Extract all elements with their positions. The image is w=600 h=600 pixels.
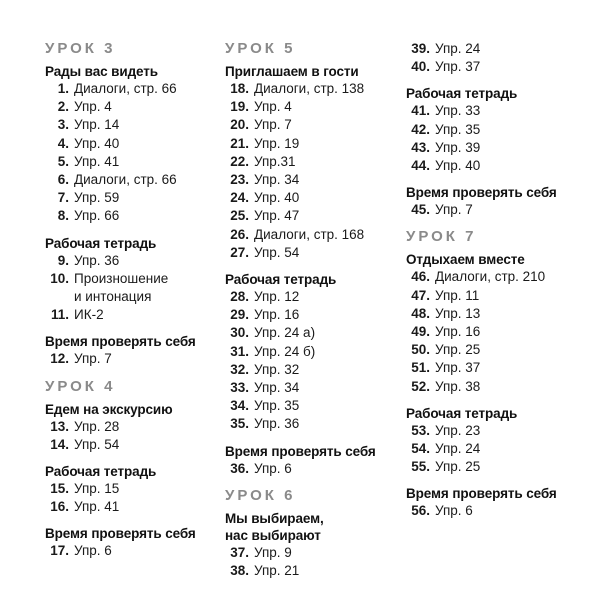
track-number: 18. bbox=[230, 81, 249, 96]
track-number: 35. bbox=[230, 416, 249, 432]
track-number: 46. bbox=[411, 269, 430, 285]
track-block bbox=[45, 333, 196, 368]
track-label: Упр. 36 bbox=[74, 252, 120, 268]
track-number: 13. bbox=[50, 418, 69, 434]
track-item bbox=[406, 58, 557, 76]
track-number: 16. bbox=[50, 499, 69, 515]
track-block bbox=[406, 228, 557, 395]
track-label: Упр. 25 bbox=[435, 342, 481, 358]
track-number: 42. bbox=[411, 121, 430, 137]
track-item bbox=[406, 305, 557, 323]
track-item bbox=[225, 189, 376, 207]
track-item bbox=[45, 350, 196, 368]
track-number: 29. bbox=[230, 307, 249, 323]
track-item bbox=[406, 201, 557, 219]
track-label: Упр. 11 bbox=[435, 287, 480, 303]
lesson-heading: УРОК 7 bbox=[406, 228, 477, 246]
track-number: 17. bbox=[50, 543, 69, 559]
track-item bbox=[225, 361, 376, 379]
track-label: Упр. 6 bbox=[74, 543, 112, 559]
track-number: 41. bbox=[411, 103, 430, 119]
track-block bbox=[406, 40, 557, 76]
track-item bbox=[406, 287, 557, 305]
track-item bbox=[225, 244, 376, 262]
track-label: Упр. 34 bbox=[254, 172, 300, 188]
track-label: Упр. 34 bbox=[254, 380, 300, 396]
track-number: 33. bbox=[230, 380, 249, 396]
track-item bbox=[45, 98, 196, 116]
track-label: Упр. 38 bbox=[435, 378, 481, 394]
block-gap bbox=[406, 175, 557, 184]
block-gap bbox=[406, 396, 557, 405]
lesson-heading: УРОК 5 bbox=[225, 40, 296, 57]
track-item bbox=[406, 359, 557, 377]
track-label: Упр. 4 bbox=[74, 99, 112, 115]
track-item bbox=[406, 422, 557, 440]
track-number: 31. bbox=[230, 343, 249, 359]
track-item bbox=[225, 135, 376, 153]
track-number: 37. bbox=[230, 544, 249, 560]
section-title: Время проверять себя bbox=[45, 334, 196, 350]
track-block bbox=[45, 40, 196, 226]
track-item bbox=[225, 306, 376, 324]
track-label: Упр. 7 bbox=[435, 202, 473, 218]
track-item bbox=[406, 378, 557, 396]
track-label: Упр. 47 bbox=[254, 208, 300, 224]
track-number: 20. bbox=[230, 117, 249, 133]
track-block bbox=[45, 463, 196, 516]
track-block bbox=[225, 271, 376, 434]
track-label: Упр. 6 bbox=[435, 503, 473, 519]
track-label: Упр. 25 bbox=[435, 459, 481, 475]
track-block bbox=[406, 85, 557, 175]
track-number: 45. bbox=[411, 202, 430, 218]
block-gap bbox=[406, 219, 557, 228]
track-label: Упр. 66 bbox=[74, 208, 120, 224]
block-gap bbox=[225, 478, 376, 487]
section-title: Время проверять себя bbox=[406, 486, 557, 502]
track-label: Упр. 7 bbox=[74, 351, 112, 367]
section-title: Едем на экскурсию bbox=[45, 401, 173, 417]
track-number: 32. bbox=[230, 361, 249, 377]
track-number: 5. bbox=[57, 153, 69, 169]
track-block bbox=[225, 487, 376, 580]
track-item bbox=[45, 80, 196, 98]
track-block bbox=[406, 405, 557, 477]
track-number: 4. bbox=[57, 135, 69, 151]
lesson-heading: УРОК 4 bbox=[45, 377, 116, 395]
column-2 bbox=[225, 40, 376, 580]
lesson-heading: УРОК 3 bbox=[45, 40, 116, 57]
track-item bbox=[225, 80, 376, 98]
track-number: 25. bbox=[230, 208, 249, 224]
track-item bbox=[45, 252, 196, 270]
track-label: Диалоги, стр. 66 bbox=[74, 81, 177, 96]
track-label: Диалоги, стр. 210 bbox=[435, 269, 546, 285]
track-label: Диалоги, стр. 168 bbox=[254, 226, 365, 242]
track-label: Диалоги, стр. 66 bbox=[74, 172, 177, 188]
track-number: 43. bbox=[411, 139, 430, 155]
track-item bbox=[45, 270, 196, 306]
track-label: Упр. 40 bbox=[435, 158, 481, 174]
track-item bbox=[406, 502, 557, 520]
track-label: Упр. 15 bbox=[74, 481, 120, 497]
track-label: Упр. 54 bbox=[254, 244, 300, 260]
track-item bbox=[225, 226, 376, 244]
track-number: 28. bbox=[230, 289, 249, 305]
track-item bbox=[225, 415, 376, 433]
section-title: Рабочая тетрадь bbox=[45, 464, 157, 480]
track-number: 12. bbox=[50, 351, 69, 367]
track-item bbox=[225, 562, 376, 580]
track-number: 34. bbox=[230, 398, 249, 414]
track-label: Упр. 21 bbox=[254, 563, 300, 579]
track-item bbox=[45, 135, 196, 153]
track-number: 47. bbox=[411, 287, 430, 303]
track-item bbox=[45, 207, 196, 225]
track-label: Упр. 14 bbox=[74, 117, 120, 133]
section-title: Рады вас видеть bbox=[45, 64, 158, 79]
track-item bbox=[225, 324, 376, 342]
track-number: 52. bbox=[411, 378, 430, 394]
track-number: 54. bbox=[411, 441, 430, 457]
track-label: Упр. 37 bbox=[435, 360, 481, 376]
block-gap bbox=[45, 454, 196, 463]
track-item bbox=[406, 440, 557, 458]
track-number: 56. bbox=[411, 503, 430, 519]
track-number: 6. bbox=[57, 172, 69, 188]
track-number: 10. bbox=[50, 270, 69, 286]
track-number: 27. bbox=[230, 244, 249, 260]
section-title: Время проверять себя bbox=[45, 526, 196, 542]
track-block bbox=[45, 378, 196, 454]
track-number: 3. bbox=[57, 117, 69, 133]
track-item bbox=[45, 498, 196, 516]
block-gap bbox=[45, 226, 196, 235]
track-number: 1. bbox=[57, 81, 69, 96]
track-number: 9. bbox=[57, 252, 69, 268]
track-label: Упр. 32 bbox=[254, 361, 300, 377]
section-title: Рабочая тетрадь bbox=[406, 405, 518, 421]
block-gap bbox=[225, 434, 376, 443]
track-number: 26. bbox=[230, 226, 249, 242]
track-item bbox=[225, 207, 376, 225]
track-item bbox=[406, 102, 557, 120]
track-number: 30. bbox=[230, 325, 249, 341]
track-number: 40. bbox=[411, 59, 430, 75]
track-label: Упр. 24 а) bbox=[254, 325, 316, 341]
track-item bbox=[406, 157, 557, 175]
track-block bbox=[406, 485, 557, 520]
track-item bbox=[45, 306, 196, 324]
section-title: Рабочая тетрадь bbox=[225, 272, 337, 288]
track-block bbox=[406, 184, 557, 219]
track-number: 38. bbox=[230, 563, 249, 579]
track-label: Упр. 41 bbox=[74, 499, 120, 515]
block-gap bbox=[406, 76, 557, 85]
track-number: 7. bbox=[57, 190, 69, 206]
track-item bbox=[225, 397, 376, 415]
track-item bbox=[225, 153, 376, 171]
section-title: Рабочая тетрадь bbox=[45, 235, 157, 251]
track-item bbox=[225, 116, 376, 134]
track-item bbox=[225, 288, 376, 306]
track-block bbox=[225, 443, 376, 478]
track-label: Упр. 24 б) bbox=[254, 343, 316, 359]
track-number: 15. bbox=[50, 481, 69, 497]
track-item bbox=[225, 171, 376, 189]
track-block bbox=[45, 235, 196, 325]
track-number: 53. bbox=[411, 422, 430, 438]
track-label: Упр. 36 bbox=[254, 416, 300, 432]
track-label: Упр. 39 bbox=[435, 139, 481, 155]
track-label: Упр. 28 bbox=[74, 418, 120, 434]
track-label: Упр. 19 bbox=[254, 135, 300, 151]
section-title: Приглашаем в гости bbox=[225, 64, 359, 79]
track-number: 51. bbox=[411, 360, 430, 376]
lesson-heading: УРОК 6 bbox=[225, 486, 296, 504]
track-number: 50. bbox=[411, 342, 430, 358]
block-gap bbox=[45, 516, 196, 525]
track-label: Упр. 7 bbox=[254, 117, 292, 133]
track-item bbox=[225, 343, 376, 361]
track-label: Упр. 4 bbox=[254, 99, 292, 115]
track-item bbox=[225, 460, 376, 478]
track-number: 49. bbox=[411, 324, 430, 340]
track-label: Упр. 6 bbox=[254, 460, 292, 476]
track-item bbox=[225, 544, 376, 562]
track-number: 2. bbox=[57, 99, 69, 115]
track-label: Упр. 40 bbox=[74, 135, 120, 151]
track-number: 19. bbox=[230, 99, 249, 115]
track-item bbox=[406, 139, 557, 157]
track-label: Упр. 24 bbox=[435, 441, 481, 457]
column-1 bbox=[45, 40, 196, 561]
track-number: 21. bbox=[230, 135, 249, 151]
track-item bbox=[406, 323, 557, 341]
section-title: Отдыхаем вместе bbox=[406, 252, 525, 268]
track-number: 24. bbox=[230, 190, 249, 206]
track-block bbox=[45, 525, 196, 560]
section-title: Время проверять себя bbox=[406, 185, 557, 201]
track-number: 48. bbox=[411, 305, 430, 321]
track-item bbox=[45, 116, 196, 134]
track-number: 14. bbox=[50, 436, 69, 452]
track-label: Упр. 24 bbox=[435, 41, 481, 56]
track-item bbox=[406, 40, 557, 58]
track-item bbox=[45, 542, 196, 560]
track-item bbox=[406, 458, 557, 476]
track-number: 55. bbox=[411, 459, 430, 475]
block-gap bbox=[45, 369, 196, 378]
track-item bbox=[45, 189, 196, 207]
track-label: Упр. 9 bbox=[254, 544, 292, 560]
track-label: Упр. 37 bbox=[435, 59, 481, 75]
column-3 bbox=[406, 40, 557, 521]
track-item bbox=[45, 171, 196, 189]
block-gap bbox=[225, 262, 376, 271]
track-label: Упр. 40 bbox=[254, 190, 300, 206]
track-label: Упр. 13 bbox=[435, 305, 481, 321]
track-block bbox=[225, 40, 376, 262]
track-label: Упр. 54 bbox=[74, 436, 120, 452]
track-number: 44. bbox=[411, 158, 430, 174]
track-label: ИК-2 bbox=[74, 307, 104, 323]
track-label: Произношение и интонация bbox=[74, 270, 169, 305]
track-label: Упр. 23 bbox=[435, 422, 481, 438]
track-label: Упр. 35 bbox=[254, 398, 300, 414]
track-item bbox=[45, 480, 196, 498]
track-item bbox=[225, 98, 376, 116]
track-label: Упр. 41 bbox=[74, 153, 120, 169]
track-item bbox=[45, 418, 196, 436]
section-title: Время проверять себя bbox=[225, 443, 376, 459]
track-label: Диалоги, стр. 138 bbox=[254, 81, 365, 96]
section-title: Мы выбираем, нас выбирают bbox=[225, 510, 324, 543]
track-label: Упр. 33 bbox=[435, 103, 481, 119]
track-label: Упр. 12 bbox=[254, 289, 300, 305]
track-label: Упр. 16 bbox=[254, 307, 300, 323]
track-label: Упр. 59 bbox=[74, 190, 120, 206]
track-number: 22. bbox=[230, 153, 249, 169]
track-label: Упр. 35 bbox=[435, 121, 481, 137]
track-item bbox=[225, 379, 376, 397]
track-item bbox=[45, 153, 196, 171]
track-label: Упр.31 bbox=[254, 153, 296, 169]
track-number: 8. bbox=[57, 208, 69, 224]
section-title: Рабочая тетрадь bbox=[406, 86, 518, 102]
block-gap bbox=[406, 476, 557, 485]
block-gap bbox=[45, 324, 196, 333]
track-number: 36. bbox=[230, 460, 249, 476]
track-item bbox=[406, 341, 557, 359]
track-label: Упр. 16 bbox=[435, 324, 481, 340]
track-number: 23. bbox=[230, 172, 249, 188]
track-number: 11. bbox=[50, 307, 69, 323]
track-item bbox=[45, 436, 196, 454]
track-item bbox=[406, 121, 557, 139]
track-number: 39. bbox=[411, 41, 430, 56]
track-item bbox=[406, 268, 557, 286]
